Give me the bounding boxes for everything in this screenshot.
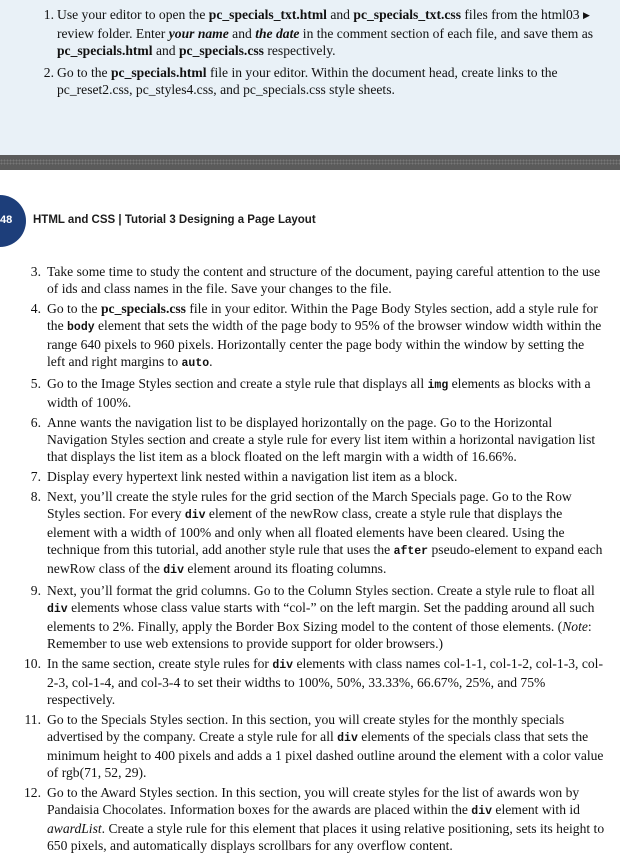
- previous-steps-panel: [0, 0, 620, 155]
- page-divider-pattern: [0, 159, 620, 165]
- step-3: 3. Take some time to study the content and structure of the document, paying careful attention to the use of ids and class names in the file. Save your changes to the file.: [30, 264, 601, 296]
- step-7: 7. Display every hypertext link nested within a navigation list item as a block.: [30, 469, 458, 484]
- steps-list-top: [38, 6, 608, 103]
- running-header: HTML and CSS | Tutorial 3 Designing a Page Layout: [33, 214, 316, 226]
- step-2: 2. Go to the pc_specials.html file in your editor. Within the document head, create links to the pc_reset2.css, pc_styles4.css, and pc_specials.css style sheets.: [43, 65, 558, 97]
- step-1: 1. Use your editor to open the pc_specials_txt.html and pc_specials_txt.css files from the html03 ▶ review folder. Enter your name and the date in the comment section of each file, and save them as pc_specials.html and pc_specials.css respectively.: [43, 7, 594, 58]
- step-5: 5. Go to the Image Styles section and create a style rule that displays all img elements as blocks with a width of 100%.: [30, 376, 591, 410]
- step-10: 10. In the same section, create style rules for div elements with class names col-1-1, col-1-2, col-1-3, col-2-3, col-1-4, and col-3-4 to set their widths to 100%, 50%, 33.33%, 66.67%, 25%, and 75% respectively.: [24, 656, 603, 707]
- step-11: 11. Go to the Specials Styles section. In this section, you will create styles for the monthly specials advertised by the company. Create a style rule for all div elements of the specials class that sets the minimum height to 400 pixels and adds a 1 pixel dashed outline around the element with a color value of rgb(71, 52, 29).: [24, 712, 604, 780]
- step-6: 6. Anne wants the navigation list to be displayed horizontally on the page. Go to the Horizontal Navigation Styles section and create a style rule for every list item within a horizontal navigation list that displays the list item as a block floated on the left margin with a width of 16.66%.: [30, 415, 596, 464]
- step-12: 12. Go to the Award Styles section. In this section, you will create styles for the list of awards won by Pandaisia Chocolates. Information boxes for the awards are placed within the div element with id awardList. Create a style rule for this element that places it using relative positioning, sets its height to 650 pixels, and automatically displays scrollbars for any overflow content.: [24, 785, 605, 853]
- step-4: 4. Go to the pc_specials.css file in your editor. Within the Page Body Styles section, add a style rule for the body element that sets the width of the page body to 95% of the browser window width within the range 640 pixels to 960 pixels. Horizontally center the page body within the window by setting the left and right margins to auto.: [30, 301, 602, 370]
- page-number: 48: [0, 214, 13, 226]
- arrow-right-icon: ▶: [582, 10, 590, 20]
- steps-list-main: [24, 263, 605, 857]
- step-8: 8. Next, you’ll create the style rules for the grid section of the March Specials page. Go to the Row Styles section. For every div element of the newRow class, create a style rule that displays the element with a width of 100% and only when all floated elements have been cleared. Using the technique from this tutorial, add another style rule that uses the after pseudo-element to expand each newRow class of the div element around its floating columns.: [30, 489, 603, 577]
- step-9: 9. Next, you’ll format the grid columns. Go to the Column Styles section. Create a style rule to float all div elements whose class value starts with “col-” on the left margin. Set the padding around all such elements to 2%. Finally, apply the Border Box Sizing model to the content of those elements. (Note: Remember to use web extensions to provide support for older browsers.): [30, 583, 595, 651]
